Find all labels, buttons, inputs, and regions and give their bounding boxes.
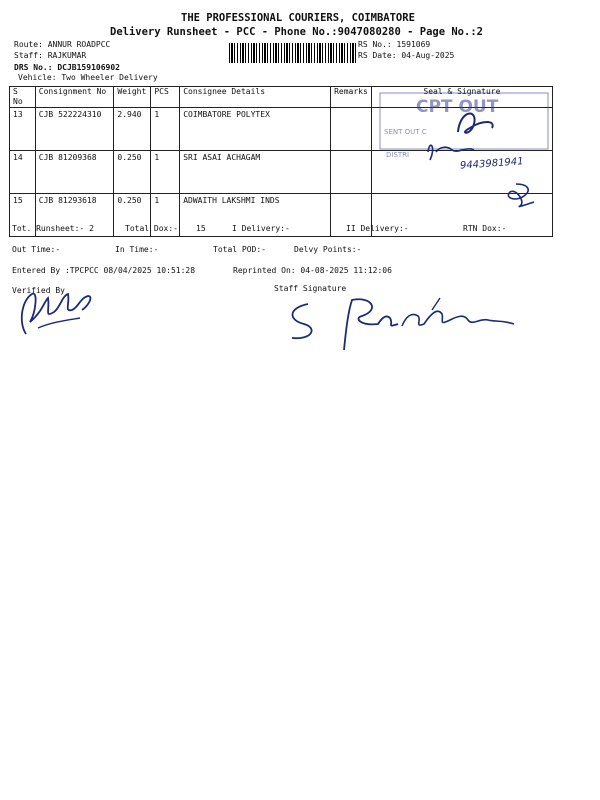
total-dox-value: 15 (196, 224, 206, 233)
in-time: In Time:- (115, 245, 159, 254)
cell-consignment: CJB 81293618 (35, 194, 114, 237)
row15-signature (498, 180, 538, 210)
cell-sno: 15 (10, 194, 36, 237)
cell-pcs: 1 (151, 151, 180, 194)
out-time: Out Time:- (12, 245, 61, 254)
col-pcs: PCS (151, 87, 180, 108)
cell-weight: 2.940 (114, 108, 151, 151)
col-remarks: Remarks (331, 87, 372, 108)
drs-number: DRS No.: DCJB159106902 (14, 63, 120, 72)
rs-date: RS Date: 04-Aug-2025 (358, 51, 455, 60)
staff-signature-label: Staff Signature (274, 284, 347, 293)
delivery-stamp (378, 90, 550, 174)
delvy-points: Delvy Points:- (294, 245, 362, 254)
staff-signature (282, 290, 532, 360)
cell-remarks (331, 151, 372, 194)
company-title: THE PROFESSIONAL COURIERS, COIMBATORE (181, 12, 415, 24)
verifier-signature (8, 282, 108, 342)
cell-consignee: COIMBATORE POLYTEX (180, 108, 331, 151)
route-label: Route: ANNUR ROADPCC (14, 40, 111, 49)
cell-pcs: 1 (151, 194, 180, 237)
verified-by: Verified By (12, 286, 65, 295)
cell-consignee: SRI ASAI ACHAGAM (180, 151, 331, 194)
cell-consignment: CJB 81209368 (35, 151, 114, 194)
col-consignment: Consignment No (35, 87, 114, 108)
col-weight: Weight (114, 87, 151, 108)
staff-label: Staff: RAJKUMAR (14, 51, 87, 60)
rtn-dox: RTN Dox:- (463, 224, 507, 233)
cell-weight: 0.250 (114, 151, 151, 194)
runsheet-subtitle: Delivery Runsheet - PCC - Phone No.:9047080280 - Page No.:2 (110, 26, 483, 38)
stamp-line2: DISTRI (386, 151, 410, 159)
total-pod: Total POD:- (213, 245, 266, 254)
tot-runsheet: Tot. Runsheet:- 2 (12, 224, 94, 233)
entered-by: Entered By :TPCPCC 08/04/2025 10:51:28 (12, 266, 196, 275)
vehicle-label: Vehicle: Two Wheeler Delivery (18, 73, 158, 82)
rs-number: RS No.: 1591069 (358, 40, 431, 49)
col-sno: S No (10, 87, 36, 108)
col-seal-signature: Seal & Signature (371, 87, 552, 108)
cell-weight: 0.250 (114, 194, 151, 237)
barcode (229, 43, 356, 63)
cell-sno: 13 (10, 108, 36, 151)
ii-delivery: II Delivery:- (346, 224, 409, 233)
cell-sno: 14 (10, 151, 36, 194)
reprinted-on: Reprinted On: 04-08-2025 11:12:06 (233, 266, 392, 275)
total-dox-label: Total Dox:- (125, 224, 178, 233)
cell-consignment: CJB 522224310 (35, 108, 114, 151)
cell-pcs: 1 (151, 108, 180, 151)
stamp-line1: SENT OUT C (384, 128, 427, 136)
col-consignee: Consignee Details (180, 87, 331, 108)
cell-remarks (331, 108, 372, 151)
handwritten-phone: 9443981941 (459, 156, 524, 172)
stamp-title: CPT OUT (416, 97, 499, 117)
cell-consignee: ADWAITH LAKSHMI INDS (180, 194, 331, 237)
i-delivery: I Delivery:- (232, 224, 290, 233)
